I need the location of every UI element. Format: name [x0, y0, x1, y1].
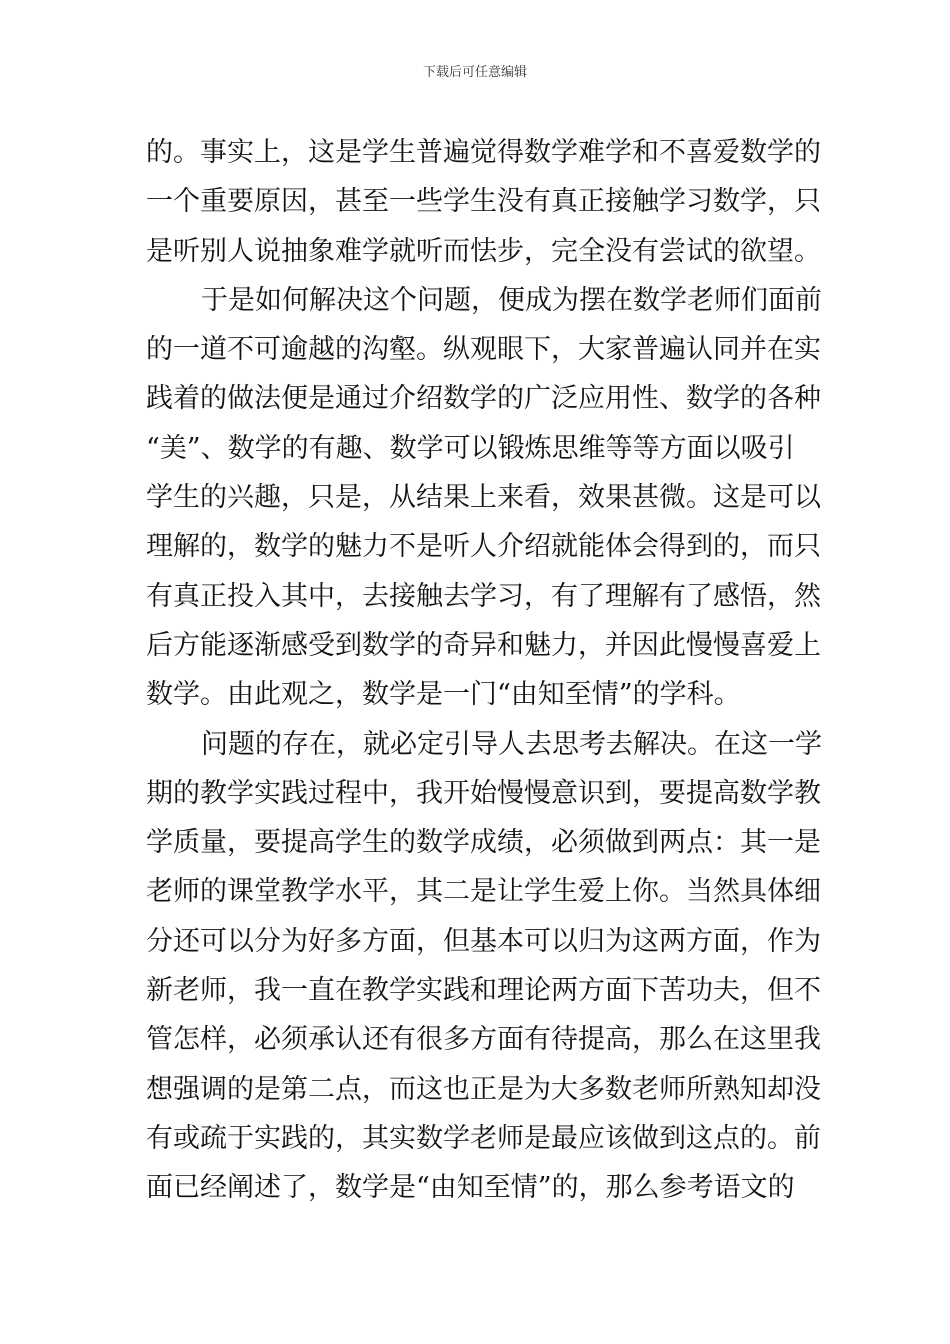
text-line: 理解的，数学的魅力不是听人介绍就能体会得到的，而只 — [146, 531, 821, 563]
text-line: 有或疏于实践的，其实数学老师是最应该做到这点的。前 — [146, 1122, 821, 1154]
text-line: “美”、数学的有趣、数学可以锻炼思维等等方面以吸引 — [146, 432, 795, 464]
text-line: 新老师，我一直在教学实践和理论两方面下苦功夫，但不 — [146, 975, 821, 1007]
text-line: 老师的课堂教学水平，其二是让学生爱上你。当然具体细 — [146, 876, 821, 908]
body-text — [146, 128, 822, 1213]
text-line: 是听别人说抽象难学就听而怯步，完全没有尝试的欲望。 — [146, 235, 821, 267]
text-line: 想强调的是第二点，而这也正是为大多数老师所熟知却没 — [146, 1073, 821, 1105]
text-line: 一个重要原因，甚至一些学生没有真正接触学习数学，只 — [146, 186, 821, 218]
text-line: 学质量，要提高学生的数学成绩，必须做到两点：其一是 — [146, 827, 821, 859]
paragraph-start-line: 问题的存在，就必定引导人去思考去解决。在这一学 — [201, 728, 822, 760]
text-line: 分还可以分为好多方面，但基本可以归为这两方面，作为 — [146, 925, 821, 957]
text-line: 后方能逐渐感受到数学的奇异和魅力，并因此慢慢喜爱上 — [146, 629, 821, 661]
text-line: 期的教学实践过程中，我开始慢慢意识到，要提高数学教 — [146, 777, 821, 809]
text-line: 管怎样，必须承认还有很多方面有待提高，那么在这里我 — [146, 1024, 821, 1056]
text-line: 的一道不可逾越的沟壑。纵观眼下，大家普遍认同并在实 — [146, 334, 821, 366]
text-line: 数学。由此观之，数学是一门“由知至情”的学科。 — [146, 679, 741, 711]
paragraph-start-line: 于是如何解决这个问题，便成为摆在数学老师们面前 — [201, 284, 822, 316]
page-header: 下载后可任意编辑 — [422, 65, 527, 80]
text-line: 的。事实上，这是学生普遍觉得数学难学和不喜爱数学的 — [146, 137, 821, 168]
text-line: 学生的兴趣，只是，从结果上来看，效果甚微。这是可以 — [146, 482, 821, 514]
text-line: 践着的做法便是通过介绍数学的广泛应用性、数学的各种 — [146, 383, 821, 415]
text-line: 面已经阐述了，数学是“由知至情”的，那么参考语文的 — [146, 1172, 795, 1204]
text-line: 有真正投入其中，去接触去学习，有了理解有了感悟，然 — [146, 580, 821, 612]
